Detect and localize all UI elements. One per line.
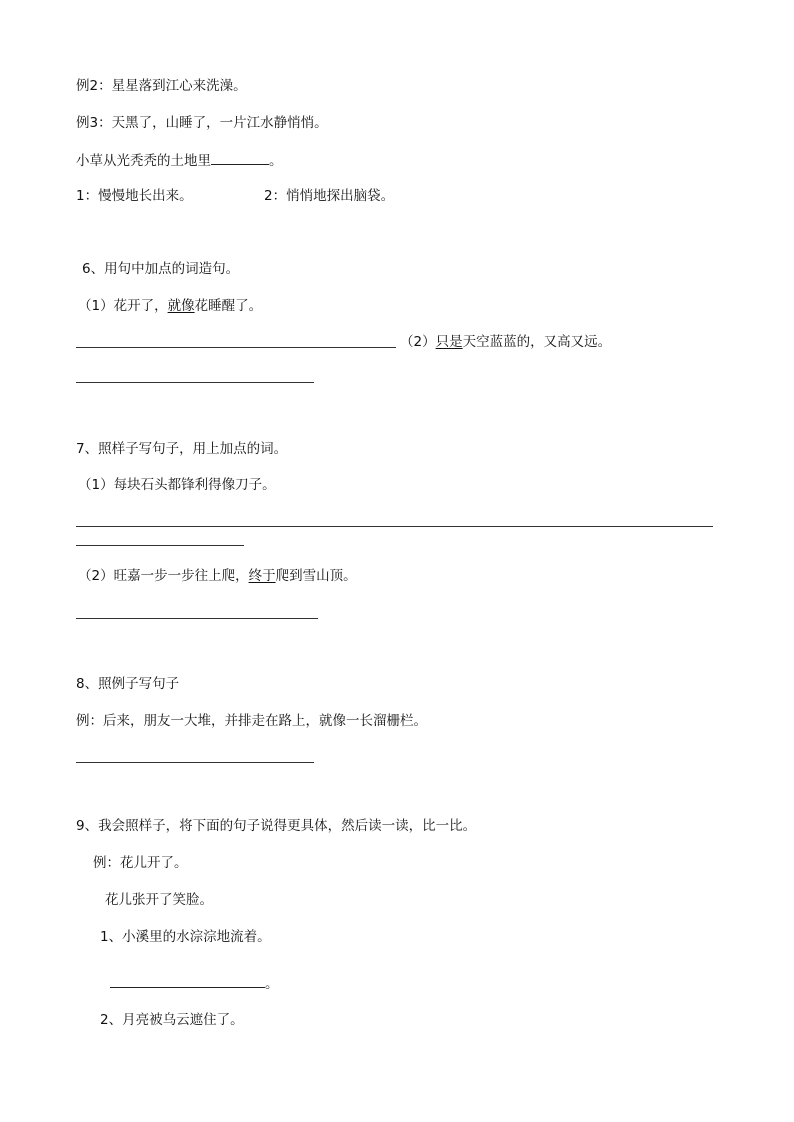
q7-answer-line-2[interactable] [76, 618, 318, 619]
q7-item-1: （1）每块石头都锋利得像刀子。 [78, 477, 276, 493]
option-2: 2：悄悄地探出脑袋。 [264, 188, 395, 204]
q6-answer-line-1[interactable] [76, 347, 396, 348]
prompt-a-blank[interactable] [211, 150, 269, 165]
q7-item-2-pre: （2）旺嘉一步一步往上爬， [78, 568, 249, 584]
q9-item-2: 2、月亮被乌云遮住了。 [100, 1012, 244, 1028]
q7-item-2-dotted: 终于 [248, 568, 276, 584]
q9-item-1: 1、小溪里的水淙淙地流着。 [100, 929, 271, 945]
prompt-a [76, 150, 283, 170]
q6-item-2 [400, 333, 611, 351]
prompt-a-text: 小草从光秃秃的土地里 [76, 153, 211, 169]
q9-title: 9、我会照样子，将下面的句子说得更具体，然后读一读，比一比。 [76, 818, 477, 834]
q6-item-2-pre: （2） [400, 334, 436, 350]
q6-item-1-pre: （1）花开了， [78, 298, 168, 314]
q9-example-answer: 花儿张开了笑脸。 [105, 892, 213, 908]
option-1: 1：慢慢地长出来。 [76, 188, 193, 204]
q9-item-1-blank[interactable] [110, 973, 265, 988]
q7-answer-line-1[interactable] [76, 526, 713, 527]
q7-item-2-post: 爬到雪山顶。 [275, 568, 357, 584]
q9-example: 例：花儿开了。 [93, 855, 188, 871]
q6-item-1-post: 花睡醒了。 [194, 298, 263, 314]
q6-answer-line-2[interactable] [76, 382, 314, 383]
q7-title: 7、照样子写句子，用上加点的词。 [76, 441, 288, 457]
example-3: 例3：天黑了，山睡了，一片江水静悄悄。 [76, 115, 328, 131]
q6-item-2-post: 天空蓝蓝的，又高又远。 [462, 334, 612, 350]
q8-title: 8、照例子写句子 [76, 676, 180, 692]
example-2: 例2：星星落到江心来洗澡。 [76, 78, 247, 94]
q7-answer-line-1b[interactable] [76, 545, 244, 546]
q8-answer-line[interactable] [76, 762, 314, 763]
prompt-a-end: 。 [269, 153, 283, 169]
q9-item-1-answer [110, 973, 279, 993]
q9-item-1-end: 。 [265, 976, 279, 992]
q6-item-2-dotted: 只是 [435, 334, 463, 350]
q6-item-1 [78, 297, 262, 315]
q7-item-2 [78, 567, 357, 585]
q6-item-1-dotted: 就像 [167, 298, 195, 314]
q8-example: 例：后来，朋友一大堆，并排走在路上，就像一长溜栅栏。 [76, 713, 427, 729]
q6-title: 6、用句中加点的词造句。 [82, 261, 240, 277]
